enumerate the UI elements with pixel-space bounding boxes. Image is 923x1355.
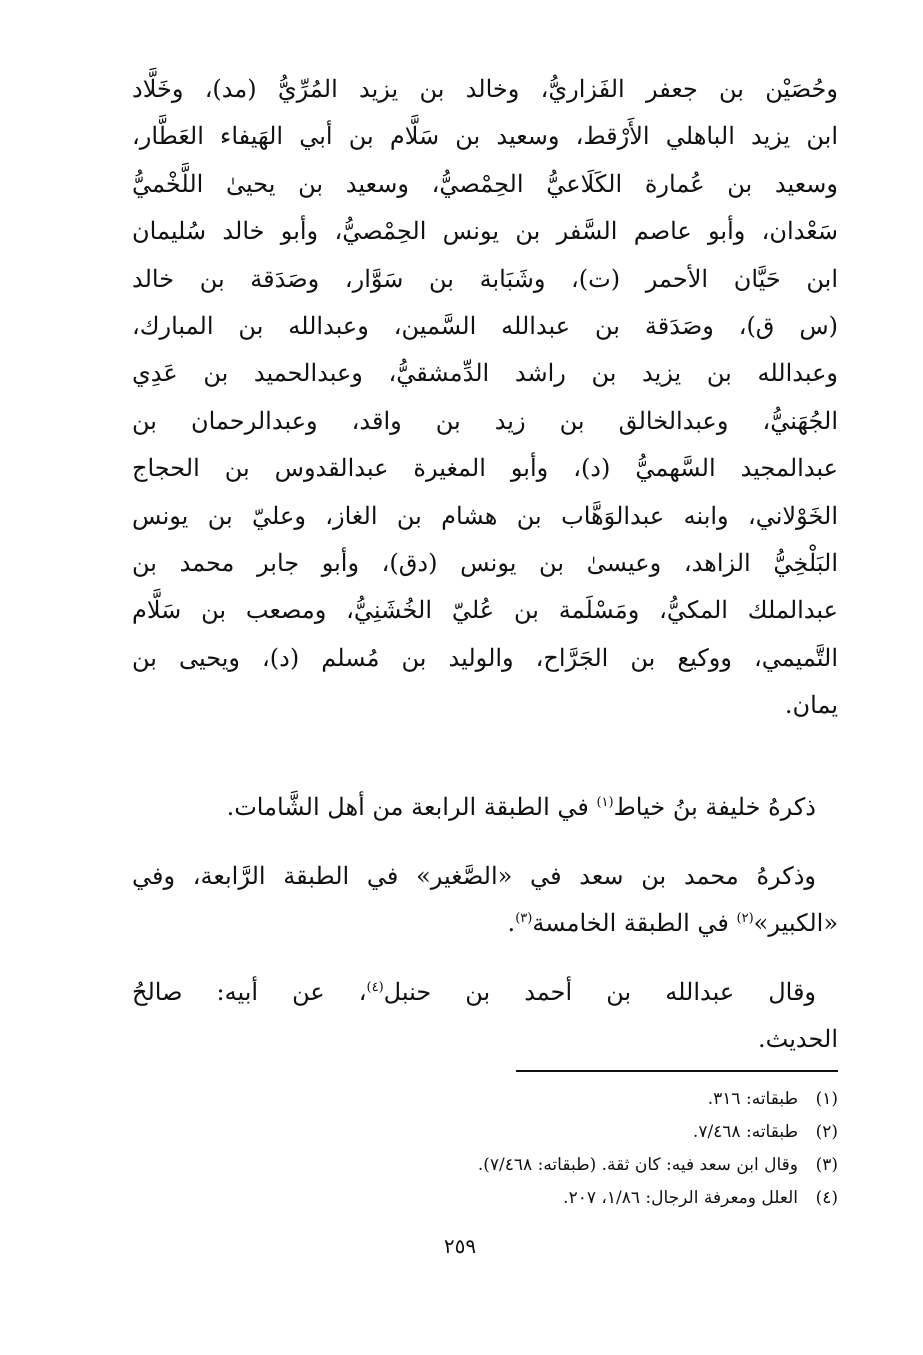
footnote-number: (٢) — [815, 1122, 838, 1142]
footnote-ref: (٢) — [736, 911, 754, 926]
footnote-number: (٤) — [815, 1188, 838, 1208]
footnote-number: (١) — [815, 1089, 838, 1109]
text-line: يمان. — [784, 691, 838, 720]
text-line: ابن يزيد الباهلي الأَرْقط، وسعيد بن سَلَّام بن أبي الهَيفاء العَطَّار، — [132, 122, 838, 151]
text-line: ابن حَيَّان الأحمر (ت)، وشَبَابة بن سَوَّار، وصَدَقة بن خالد — [132, 264, 838, 293]
text-run: في الطبقة الرابعة من أهل الشَّامات. — [226, 793, 597, 821]
footnote-separator — [516, 1070, 838, 1072]
footnote-ref: (٤) — [366, 980, 384, 995]
footnote-ref: (١) — [596, 795, 614, 810]
text-run: ذكرهُ خليفة بنُ خياط — [613, 793, 816, 821]
footnote-text: طبقاته: ٧/٤٦٨. — [692, 1122, 798, 1142]
text-line — [132, 784, 838, 831]
paragraph-abdullah — [132, 969, 838, 1063]
text-line: البَلْخِيُّ الزاهد، وعيسىٰ بن يونس (دق)، وأبو جابر محمد بن — [132, 548, 838, 577]
text-line: التَّميمي، ووكيع بن الجَرَّاح، والوليد بن مُسلم (د)، ويحيى بن — [132, 643, 838, 672]
text-run: ، عن أبيه: صالحُ — [132, 978, 367, 1006]
text-run: «الكبير» — [753, 909, 838, 937]
footnote-text: وقال ابن سعد فيه: كان ثقة. (طبقاته: ٧/٤٦٨). — [477, 1155, 798, 1175]
text-line: الحديث. — [758, 1025, 838, 1053]
text-line — [132, 900, 838, 947]
text-line: الجُهَنيُّ، وعبدالخالق بن زيد بن واقد، وعبدالرحمان بن — [132, 406, 838, 435]
footnote-text: طبقاته: ٣١٦. — [707, 1089, 798, 1109]
text-line: الخَوْلاني، وابنه عبدالوَهَّاب بن هشام بن الغاز، وعليّ بن يونس — [132, 501, 838, 530]
footnotes — [300, 1083, 838, 1215]
main-paragraph — [132, 66, 838, 729]
footnote-ref: (٣) — [515, 911, 533, 926]
text-run: . — [507, 909, 516, 937]
text-line: (س ق)، وصَدَقة بن عبدالله السَّمين، وعبدالله بن المبارك، — [132, 311, 838, 340]
text-run: وقال عبدالله بن أحمد بن حنبل — [383, 978, 817, 1006]
footnote — [300, 1083, 838, 1116]
text-line: وحُصَيْن بن جعفر الفَزاريُّ، وخالد بن يزيد المُرِّيُّ (مد)، وخَلَّاد — [132, 75, 838, 103]
footnote-number: (٣) — [815, 1155, 838, 1175]
text-line: سَعْدان، وأبو عاصم السَّفر بن يونس الحِمْصيُّ، وأبو خالد سُليمان — [132, 217, 838, 246]
text-line: عبدالمجيد السَّهميُّ (د)، وأبو المغيرة عبدالقدوس بن الحجاج — [132, 454, 838, 483]
text-line: عبدالملك المكيُّ، ومَسْلَمة بن عُليّ الخُشَنِيُّ، ومصعب بن سَلَّام — [132, 596, 838, 625]
paragraph-khalifa — [132, 784, 838, 831]
text-run: في الطبقة الخامسة — [532, 909, 737, 937]
footnote — [300, 1182, 838, 1215]
footnote-text: العلل ومعرفة الرجال: ١/٨٦، ٢٠٧. — [563, 1188, 798, 1208]
footnote — [300, 1116, 838, 1149]
footnote — [300, 1149, 838, 1182]
text-line: وذكرهُ محمد بن سعد في «الصَّغير» في الطبقة الرَّابعة، وفي — [132, 862, 816, 890]
text-line — [132, 969, 838, 1016]
text-line: وسعيد بن عُمارة الكَلَاعيُّ الحِمْصيُّ، وسعيد بن يحيىٰ اللَّخْميُّ — [132, 169, 838, 198]
text-line: وعبدالله بن يزيد بن راشد الدِّمشقيُّ، وعبدالحميد بن عَدِي — [132, 359, 838, 388]
paragraph-ibn-saad — [132, 853, 838, 947]
page-number: ٢٥٩ — [443, 1234, 477, 1258]
